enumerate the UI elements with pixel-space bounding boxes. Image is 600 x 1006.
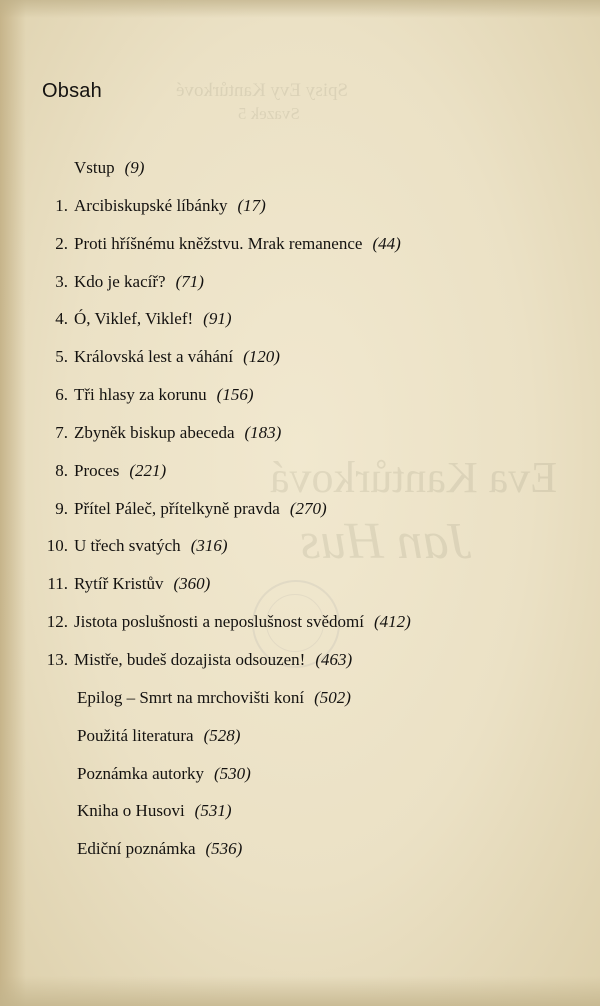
entry-page: (17): [237, 195, 266, 215]
entry-line: [74, 496, 327, 522]
entry-line: [74, 231, 401, 257]
toc-entry[interactable]: [0, 458, 600, 496]
page-title: Obsah: [42, 80, 102, 102]
entry-title: Přítel Páleč, přítelkyně pravda: [74, 498, 280, 518]
entry-line: [74, 344, 280, 370]
entry-number: 4.: [55, 309, 68, 329]
toc-entry[interactable]: [0, 571, 600, 609]
entry-page: (531): [194, 801, 232, 821]
entry-title: Mistře, budeš dozajista odsouzen!: [74, 649, 306, 669]
entry-number: 9.: [55, 498, 68, 518]
toc-entry[interactable]: [0, 344, 600, 382]
entry-line: [74, 609, 411, 635]
entry-page: (270): [289, 498, 327, 518]
bleed-through-text: Svazek 5: [238, 104, 300, 123]
entry-title: Proti hříšnému kněžstvu. Mrak remanence: [74, 233, 363, 253]
toc-entry[interactable]: [0, 685, 600, 723]
entry-title: Rytíř Kristův: [74, 574, 164, 594]
bleed-through-text: Jan Hus: [300, 513, 472, 570]
entry-page: (120): [243, 347, 280, 367]
toc-entry[interactable]: [0, 269, 600, 307]
entry-line: [74, 193, 266, 219]
entry-title: Poznámka autorky: [77, 763, 204, 783]
entry-title: Tři hlasy za korunu: [74, 385, 207, 405]
entry-number: 12.: [46, 612, 68, 632]
entry-line: [74, 647, 352, 673]
toc-entry[interactable]: [0, 155, 600, 193]
entry-page: (9): [124, 158, 145, 177]
entry-number: 2.: [55, 233, 68, 253]
entry-title: Královská lest a váhání: [74, 347, 234, 367]
entry-page: (528): [203, 725, 241, 745]
entry-title: Kdo je kacíř?: [74, 271, 166, 291]
entry-page: (156): [216, 385, 254, 405]
entry-line: [77, 685, 351, 711]
toc-entry[interactable]: [0, 496, 600, 534]
toc-entry[interactable]: [0, 420, 600, 458]
entry-title: Vstup: [74, 158, 115, 177]
entry-line: [74, 533, 228, 559]
entry-title: Zbyněk biskup abeceda: [74, 422, 235, 442]
entry-page: (316): [190, 536, 228, 556]
entry-number: 3.: [55, 271, 68, 291]
entry-number: 5.: [55, 347, 68, 367]
entry-number: 13.: [46, 649, 68, 669]
entry-number: 6.: [55, 385, 68, 405]
entry-line: [74, 458, 166, 484]
entry-line: [77, 836, 242, 862]
entry-line: [74, 306, 231, 332]
toc-entry[interactable]: [0, 723, 600, 761]
toc-entry[interactable]: [0, 836, 600, 874]
entry-page: (360): [173, 574, 211, 594]
entry-page: (536): [205, 839, 243, 859]
entry-line: [77, 723, 240, 749]
entry-title: Arcibiskupské líbánky: [74, 195, 228, 215]
entry-page: (71): [175, 271, 204, 291]
entry-line: [74, 382, 253, 408]
entry-line: [77, 761, 251, 787]
entry-title: Jistota poslušnosti a neposlušnost svědomí: [74, 612, 364, 632]
page-top-shadow: [0, 0, 600, 18]
toc-entry[interactable]: [0, 798, 600, 836]
entry-page: (183): [244, 422, 282, 442]
toc-entry[interactable]: [0, 533, 600, 571]
toc-entry[interactable]: [0, 609, 600, 647]
entry-page: (91): [203, 309, 232, 329]
entry-page: (502): [314, 687, 351, 707]
entry-line: [77, 798, 232, 824]
entry-title: Kniha o Husovi: [77, 801, 185, 821]
entry-line: [74, 155, 144, 181]
entry-number: 1.: [55, 195, 68, 215]
toc-entry[interactable]: [0, 231, 600, 269]
entry-line: [74, 420, 281, 446]
entry-number: 8.: [55, 460, 68, 480]
entry-number: 11.: [47, 574, 68, 594]
entry-page: (221): [129, 460, 167, 480]
entry-line: [74, 571, 210, 597]
entry-page: (412): [373, 612, 411, 632]
entry-number: 10.: [46, 536, 68, 556]
entry-page: (463): [315, 649, 353, 669]
entry-page: (530): [214, 763, 251, 783]
bleed-through-text: Eva Kantůrková: [270, 453, 558, 502]
bleed-through-text: Spisy Evy Kantůrkové: [176, 80, 349, 101]
entry-title: Ó, Viklef, Viklef!: [74, 309, 194, 329]
page-bottom-shadow: [0, 976, 600, 1006]
table-of-contents: [0, 155, 600, 874]
entry-title: U třech svatých: [74, 536, 181, 556]
toc-entry[interactable]: [0, 761, 600, 799]
entry-title: Proces: [74, 460, 120, 480]
entry-page: (44): [372, 233, 401, 253]
entry-line: [74, 269, 204, 295]
entry-title: Použitá literatura: [77, 725, 194, 745]
toc-entry[interactable]: [0, 382, 600, 420]
toc-entry[interactable]: [0, 647, 600, 685]
entry-number: 7.: [55, 422, 68, 442]
toc-entry[interactable]: [0, 306, 600, 344]
entry-title: Epilog – Smrt na mrchovišti koní: [77, 687, 305, 707]
entry-title: Ediční poznámka: [77, 839, 196, 859]
toc-entry[interactable]: [0, 193, 600, 231]
